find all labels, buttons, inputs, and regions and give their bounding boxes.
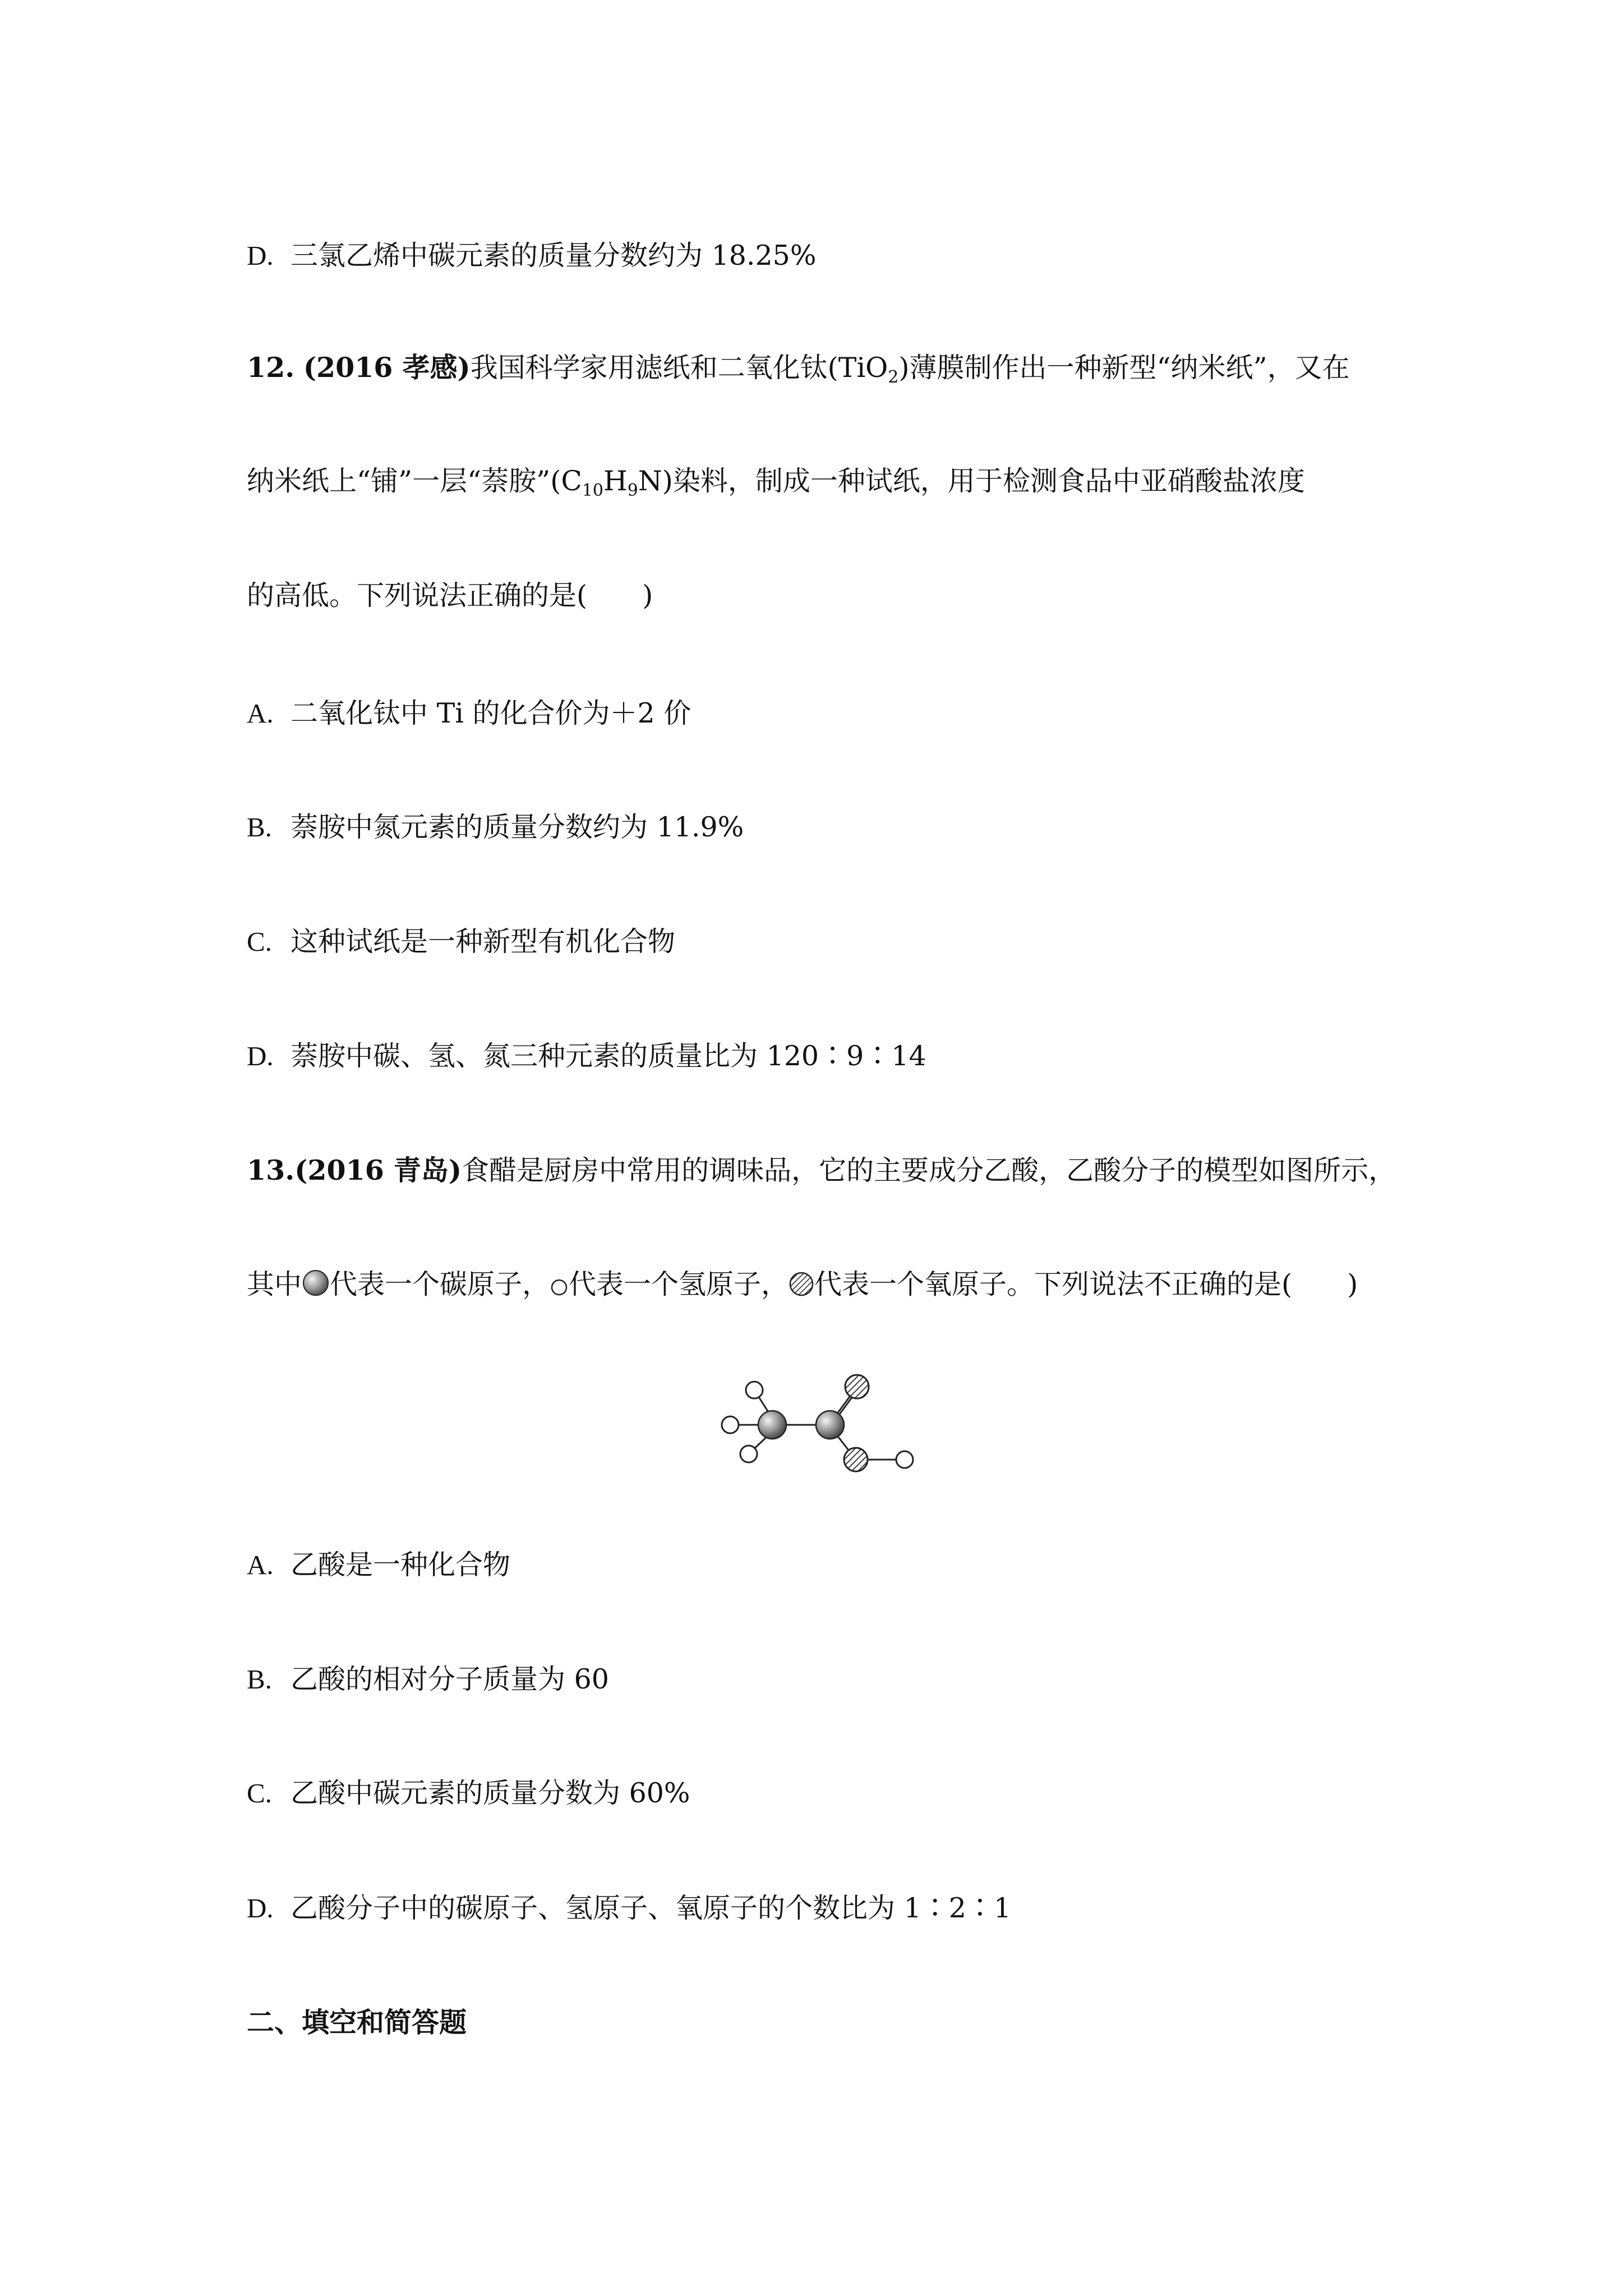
option-letter: B.	[247, 812, 272, 843]
q12-option-c	[247, 924, 675, 960]
option-letter: D.	[247, 240, 274, 271]
oxygen-atom	[844, 1448, 868, 1471]
option-text: 萘胺中碳、氢、氮三种元素的质量比为 120∶9∶14	[291, 1040, 926, 1072]
question-number: 12.	[247, 351, 295, 384]
acetic-acid-molecule-diagram	[712, 1369, 925, 1503]
option-letter: C.	[247, 926, 272, 957]
hydrogen-atom	[896, 1451, 913, 1468]
option-text: 乙酸分子中的碳原子、氢原子、氧原子的个数比为 1∶2∶1	[291, 1892, 1012, 1924]
option-text: 乙酸是一种化合物	[291, 1549, 511, 1581]
option-text: 这种试纸是一种新型有机化合物	[291, 926, 676, 958]
stem-text: 的高低。下列说法正确的是( )	[247, 579, 653, 611]
subscript: 10	[582, 481, 603, 500]
hydrogen-atom	[722, 1416, 739, 1433]
stem-text: 代表一个氧原子。下列说法不正确的是( )	[814, 1268, 1358, 1300]
q12-option-d	[247, 1038, 926, 1074]
stem-text: )薄膜制作出一种新型“纳米纸”，又在	[898, 352, 1350, 384]
option-text: 乙酸的相对分子质量为 60	[291, 1663, 609, 1695]
option-text: 萘胺中氮元素的质量分数约为 11.9%	[291, 811, 744, 843]
q12-stem-line2	[247, 463, 1305, 499]
option-letter: B.	[247, 1664, 272, 1695]
q12-stem-line1	[247, 349, 1350, 386]
option-letter: C.	[247, 1778, 272, 1809]
oxygen-atom	[845, 1375, 869, 1398]
option-letter: A.	[247, 698, 274, 729]
option-letter: D.	[247, 1041, 274, 1071]
hydrogen-atom	[740, 1446, 757, 1462]
carbon-atom	[758, 1411, 786, 1439]
subscript: 2	[888, 367, 899, 387]
section-heading: 二、填空和简答题	[247, 2006, 467, 2039]
stem-text: 食醋是厨房中常用的调味品，它的主要成分乙酸，乙酸分子的模型如图所示，	[462, 1154, 1396, 1186]
hydrogen-atom	[746, 1382, 763, 1398]
q12-stem-line3	[247, 578, 653, 614]
option-letter: D.	[247, 1893, 274, 1924]
option-text: 三氯乙烯中碳元素的质量分数约为 18.25%	[291, 240, 817, 272]
question-source: (2016 青岛)	[294, 1154, 462, 1186]
carbon-atom-icon	[302, 1269, 330, 1297]
q13-option-d	[247, 1890, 1011, 1926]
stem-text: H	[603, 465, 628, 497]
oxygen-atom-icon	[789, 1271, 814, 1297]
stem-text: 代表一个氢原子，	[569, 1268, 789, 1300]
subscript: 9	[627, 481, 638, 500]
q13-option-b	[247, 1662, 609, 1697]
stem-text: N)染料，制成一种试纸，用于检测食品中亚硝酸盐浓度	[638, 465, 1305, 497]
question-source: (2016 孝感)	[303, 351, 471, 384]
q12-option-b	[247, 809, 744, 845]
hydrogen-atom-icon	[550, 1278, 569, 1297]
stem-text: 我国科学家用滤纸和二氧化钛(TiO	[470, 352, 888, 384]
option-text: 二氧化钛中 Ti 的化合价为＋2 价	[291, 697, 691, 729]
stem-text: 其中	[247, 1268, 302, 1300]
q13-stem-line2	[247, 1267, 1358, 1303]
option-letter: A.	[247, 1549, 274, 1580]
q13-stem-line1	[247, 1152, 1396, 1189]
stem-text: 纳米纸上“铺”一层“萘胺”(C	[247, 465, 582, 497]
q13-option-c	[247, 1775, 690, 1811]
carbon-atom	[816, 1411, 844, 1439]
question-number: 13.	[247, 1154, 295, 1186]
q12-option-a	[247, 696, 691, 731]
q11-option-d	[247, 238, 816, 274]
q13-option-a	[247, 1547, 510, 1583]
stem-text: 代表一个碳原子，	[330, 1268, 550, 1300]
option-text: 乙酸中碳元素的质量分数为 60%	[291, 1777, 690, 1809]
